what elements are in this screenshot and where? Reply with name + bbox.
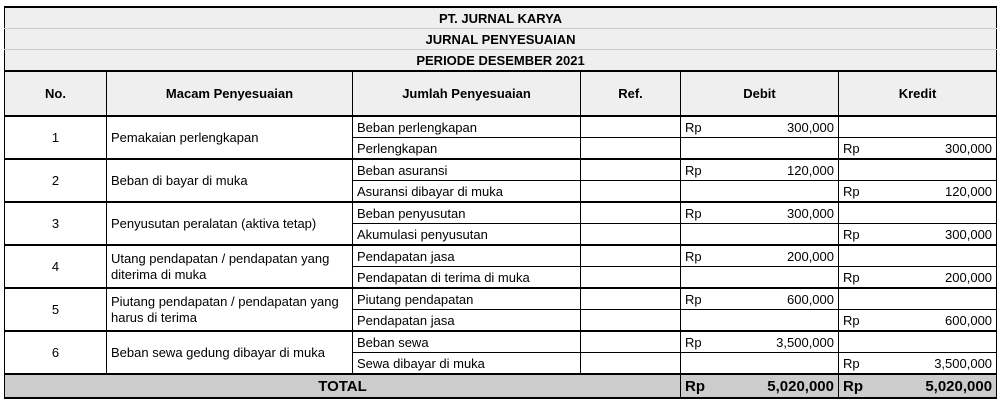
credit-amount[interactable]: 300,000 bbox=[895, 224, 997, 246]
header-kredit[interactable]: Kredit bbox=[839, 71, 997, 116]
debit-currency[interactable]: Rp bbox=[681, 331, 737, 353]
debit-currency[interactable] bbox=[681, 138, 737, 160]
credit-amount[interactable]: 300,000 bbox=[895, 138, 997, 160]
credit-account[interactable]: Akumulasi penyusutan bbox=[353, 224, 581, 246]
debit-currency[interactable] bbox=[681, 224, 737, 246]
debit-amount[interactable]: 3,500,000 bbox=[737, 331, 839, 353]
header-no[interactable]: No. bbox=[5, 71, 107, 116]
ref-cell[interactable] bbox=[581, 202, 681, 224]
credit-amount[interactable]: 120,000 bbox=[895, 181, 997, 203]
journal-title[interactable]: JURNAL PENYESUAIAN bbox=[5, 29, 997, 50]
credit-currency[interactable] bbox=[839, 331, 895, 353]
ref-cell[interactable] bbox=[581, 116, 681, 138]
credit-amount[interactable] bbox=[895, 202, 997, 224]
credit-currency[interactable] bbox=[839, 288, 895, 310]
total-label[interactable]: TOTAL bbox=[5, 374, 681, 398]
credit-amount[interactable] bbox=[895, 159, 997, 181]
credit-account[interactable]: Perlengkapan bbox=[353, 138, 581, 160]
entry-description[interactable]: Beban sewa gedung dibayar di muka bbox=[107, 331, 353, 374]
debit-currency[interactable] bbox=[681, 181, 737, 203]
period-title[interactable]: PERIODE DESEMBER 2021 bbox=[5, 50, 997, 72]
credit-currency[interactable]: Rp bbox=[839, 224, 895, 246]
ref-cell[interactable] bbox=[581, 159, 681, 181]
credit-currency[interactable]: Rp bbox=[839, 267, 895, 289]
ref-cell[interactable] bbox=[581, 245, 681, 267]
debit-currency[interactable]: Rp bbox=[681, 288, 737, 310]
debit-currency[interactable]: Rp bbox=[681, 202, 737, 224]
credit-currency[interactable] bbox=[839, 245, 895, 267]
debit-amount[interactable]: 300,000 bbox=[737, 202, 839, 224]
ref-cell[interactable] bbox=[581, 310, 681, 332]
total-row bbox=[5, 374, 997, 398]
total-debit-currency[interactable]: Rp bbox=[681, 374, 737, 398]
credit-currency[interactable]: Rp bbox=[839, 310, 895, 332]
debit-amount[interactable]: 600,000 bbox=[737, 288, 839, 310]
credit-account[interactable]: Asuransi dibayar di muka bbox=[353, 181, 581, 203]
debit-currency[interactable] bbox=[681, 267, 737, 289]
debit-amount[interactable] bbox=[737, 224, 839, 246]
entry-number[interactable]: 1 bbox=[5, 116, 107, 159]
ref-cell[interactable] bbox=[581, 267, 681, 289]
debit-amount[interactable]: 300,000 bbox=[737, 116, 839, 138]
credit-currency[interactable]: Rp bbox=[839, 353, 895, 375]
debit-amount[interactable]: 200,000 bbox=[737, 245, 839, 267]
credit-currency[interactable]: Rp bbox=[839, 181, 895, 203]
debit-account[interactable]: Piutang pendapatan bbox=[353, 288, 581, 310]
credit-amount[interactable] bbox=[895, 288, 997, 310]
credit-amount[interactable] bbox=[895, 331, 997, 353]
debit-currency[interactable] bbox=[681, 353, 737, 375]
debit-account[interactable]: Pendapatan jasa bbox=[353, 245, 581, 267]
credit-currency[interactable] bbox=[839, 202, 895, 224]
ref-cell[interactable] bbox=[581, 288, 681, 310]
header-ref[interactable]: Ref. bbox=[581, 71, 681, 116]
table-row bbox=[5, 202, 997, 224]
table-row bbox=[5, 159, 997, 181]
debit-account[interactable]: Beban perlengkapan bbox=[353, 116, 581, 138]
entry-number[interactable]: 3 bbox=[5, 202, 107, 245]
entry-description[interactable]: Piutang pendapatan / pendapatan yang harus di terima bbox=[107, 288, 353, 331]
debit-currency[interactable] bbox=[681, 310, 737, 332]
credit-account[interactable]: Sewa dibayar di muka bbox=[353, 353, 581, 375]
debit-currency[interactable]: Rp bbox=[681, 116, 737, 138]
debit-amount[interactable] bbox=[737, 138, 839, 160]
debit-account[interactable]: Beban sewa bbox=[353, 331, 581, 353]
entry-description[interactable]: Beban di bayar di muka bbox=[107, 159, 353, 202]
ref-cell[interactable] bbox=[581, 331, 681, 353]
credit-currency[interactable] bbox=[839, 159, 895, 181]
credit-amount[interactable]: 200,000 bbox=[895, 267, 997, 289]
debit-account[interactable]: Beban asuransi bbox=[353, 159, 581, 181]
entry-description[interactable]: Utang pendapatan / pendapatan yang diterima di muka bbox=[107, 245, 353, 288]
ref-cell[interactable] bbox=[581, 181, 681, 203]
header-macam[interactable]: Macam Penyesuaian bbox=[107, 71, 353, 116]
ref-cell[interactable] bbox=[581, 224, 681, 246]
total-credit[interactable]: 5,020,000 bbox=[895, 374, 997, 398]
credit-amount[interactable] bbox=[895, 245, 997, 267]
debit-currency[interactable]: Rp bbox=[681, 245, 737, 267]
entry-description[interactable]: Penyusutan peralatan (aktiva tetap) bbox=[107, 202, 353, 245]
credit-amount[interactable]: 3,500,000 bbox=[895, 353, 997, 375]
ref-cell[interactable] bbox=[581, 138, 681, 160]
entry-number[interactable]: 2 bbox=[5, 159, 107, 202]
table-row bbox=[5, 116, 997, 138]
debit-currency[interactable]: Rp bbox=[681, 159, 737, 181]
credit-amount[interactable]: 600,000 bbox=[895, 310, 997, 332]
header-jumlah[interactable]: Jumlah Penyesuaian bbox=[353, 71, 581, 116]
total-debit[interactable]: 5,020,000 bbox=[737, 374, 839, 398]
credit-currency[interactable] bbox=[839, 116, 895, 138]
debit-amount[interactable] bbox=[737, 353, 839, 375]
entry-number[interactable]: 4 bbox=[5, 245, 107, 288]
header-debit[interactable]: Debit bbox=[681, 71, 839, 116]
table-row bbox=[5, 245, 997, 267]
debit-account[interactable]: Beban penyusutan bbox=[353, 202, 581, 224]
table-row bbox=[5, 288, 997, 310]
debit-amount[interactable] bbox=[737, 181, 839, 203]
debit-amount[interactable] bbox=[737, 267, 839, 289]
table-row bbox=[5, 331, 997, 353]
entry-number[interactable]: 5 bbox=[5, 288, 107, 331]
entry-number[interactable]: 6 bbox=[5, 331, 107, 374]
company-title[interactable]: PT. JURNAL KARYA bbox=[5, 7, 997, 29]
credit-currency[interactable]: Rp bbox=[839, 138, 895, 160]
debit-amount[interactable] bbox=[737, 310, 839, 332]
adjusting-journal-table bbox=[4, 6, 997, 399]
entry-description[interactable]: Pemakaian perlengkapan bbox=[107, 116, 353, 159]
credit-account[interactable]: Pendapatan di terima di muka bbox=[353, 267, 581, 289]
credit-amount[interactable] bbox=[895, 116, 997, 138]
debit-amount[interactable]: 120,000 bbox=[737, 159, 839, 181]
ref-cell[interactable] bbox=[581, 353, 681, 375]
total-credit-currency[interactable]: Rp bbox=[839, 374, 895, 398]
credit-account[interactable]: Pendapatan jasa bbox=[353, 310, 581, 332]
